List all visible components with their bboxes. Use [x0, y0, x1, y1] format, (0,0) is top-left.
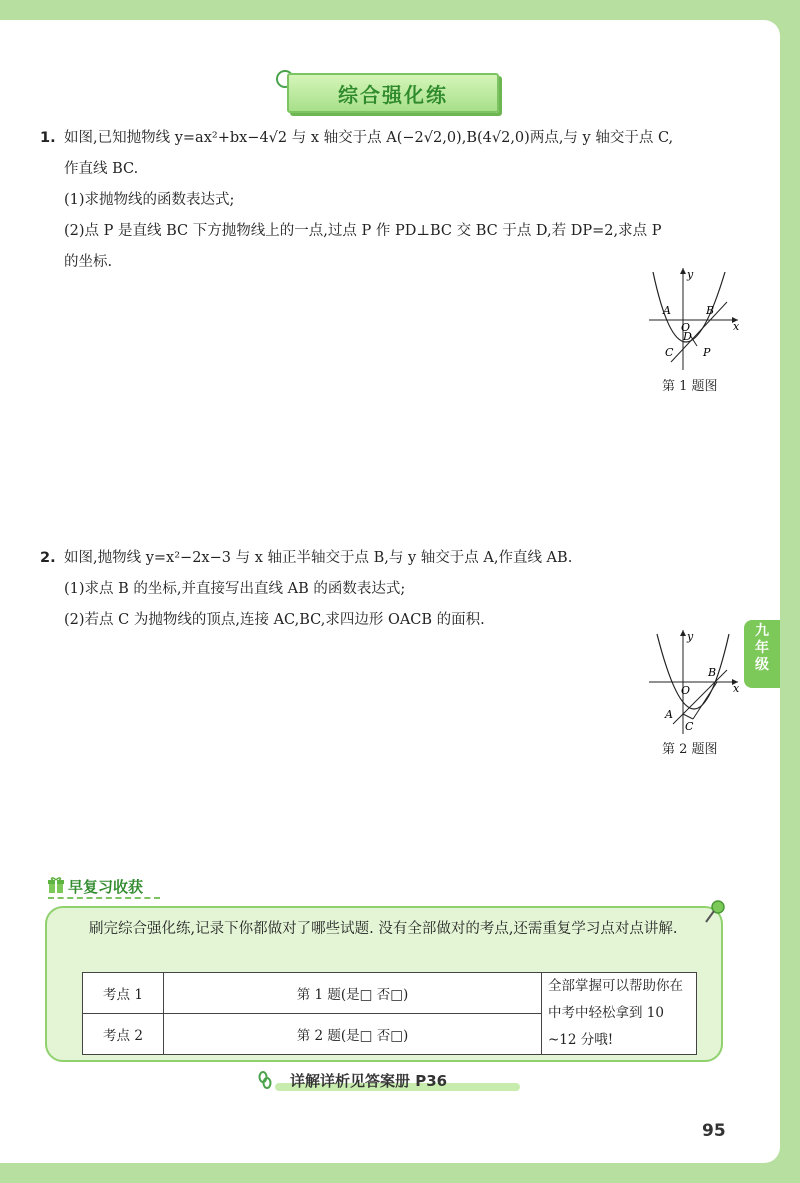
problem-line: 如图,已知抛物线 y=ax²+bx−4√2 与 x 轴交于点 A(−2√2,0),B(4√2,0)两点,与 y 轴交于点 C, — [64, 130, 674, 146]
figure-caption: 第 2 题图 — [662, 742, 718, 757]
fig-label: x — [733, 320, 740, 333]
section-title: 综合强化练 — [338, 83, 448, 107]
problem-line: (1)求点 B 的坐标,并直接写出直线 AB 的函数表达式; — [64, 581, 406, 597]
problem-number: 2. — [40, 550, 56, 566]
problem-number: 1. — [40, 130, 56, 146]
grade-tab-char: 级 — [755, 657, 769, 673]
segment-ac — [683, 714, 693, 719]
fig-label: y — [687, 630, 694, 643]
fig-label: y — [687, 268, 694, 281]
problem-2 — [40, 543, 740, 636]
line-bc — [671, 302, 727, 362]
link-icon — [257, 1071, 273, 1089]
problem-line: 如图,抛物线 y=x²−2x−3 与 x 轴正半轴交于点 B,与 y 轴交于点 A,作直线 AB. — [64, 550, 573, 566]
fig-label: B — [708, 666, 717, 679]
figure-2 — [645, 624, 740, 736]
table-cell: 考点 1 — [83, 973, 164, 1014]
line-ab — [673, 670, 727, 724]
fig-label: O — [681, 321, 691, 334]
gift-icon — [47, 876, 65, 894]
table-row — [83, 973, 697, 1014]
fig-label: A — [663, 304, 671, 317]
fig-label: C — [685, 720, 694, 733]
answer-reference: 详解详析见答案册 P36 — [290, 1072, 448, 1090]
problem-line: 的坐标. — [64, 254, 113, 270]
table-note: 全部掌握可以帮助你在中考中轻松拿到 10 ~12 分哦! — [542, 973, 697, 1055]
review-title: 早复习收获 — [68, 878, 144, 896]
page-number: 95 — [702, 1121, 726, 1141]
problem-line: (2)点 P 是直线 BC 下方抛物线上的一点,过点 P 作 PD⊥BC 交 BC 于点 D,若 DP=2,求点 P — [64, 223, 662, 239]
review-text: 刷完综合强化练,记录下你都做对了哪些试题. 没有全部做对的考点,还需重复学习点对点讲解. — [89, 921, 678, 937]
y-axis-arrow-icon — [680, 630, 686, 636]
grade-tab-char: 年 — [755, 640, 769, 656]
fig-label: x — [733, 682, 740, 695]
y-axis-arrow-icon — [680, 268, 686, 274]
table-cell: 第 1 题(是□ 否□) — [164, 973, 542, 1014]
figure-1 — [645, 262, 740, 372]
section-header — [287, 73, 499, 113]
fig-label: C — [665, 346, 674, 359]
table-cell: 考点 2 — [83, 1014, 164, 1055]
fig-label: P — [703, 346, 711, 359]
fig-label: B — [706, 304, 715, 317]
problem-line: (1)求抛物线的函数表达式; — [64, 192, 235, 208]
problem-1 — [40, 123, 740, 278]
grade-tab — [744, 620, 780, 688]
figure-caption: 第 1 题图 — [662, 379, 718, 394]
review-table — [82, 972, 697, 1055]
problem-line: (2)若点 C 为抛物线的顶点,连接 AC,BC,求四边形 OACB 的面积. — [64, 612, 485, 628]
divider — [48, 897, 160, 899]
fig-label: A — [665, 708, 673, 721]
table-cell: 第 2 题(是□ 否□) — [164, 1014, 542, 1055]
grade-tab-char: 九 — [755, 623, 769, 639]
pushpin-icon — [700, 896, 730, 926]
fig-label: O — [681, 684, 691, 697]
problem-line: 作直线 BC. — [64, 161, 139, 177]
fig-label: D — [683, 330, 692, 343]
parabola — [657, 634, 729, 709]
